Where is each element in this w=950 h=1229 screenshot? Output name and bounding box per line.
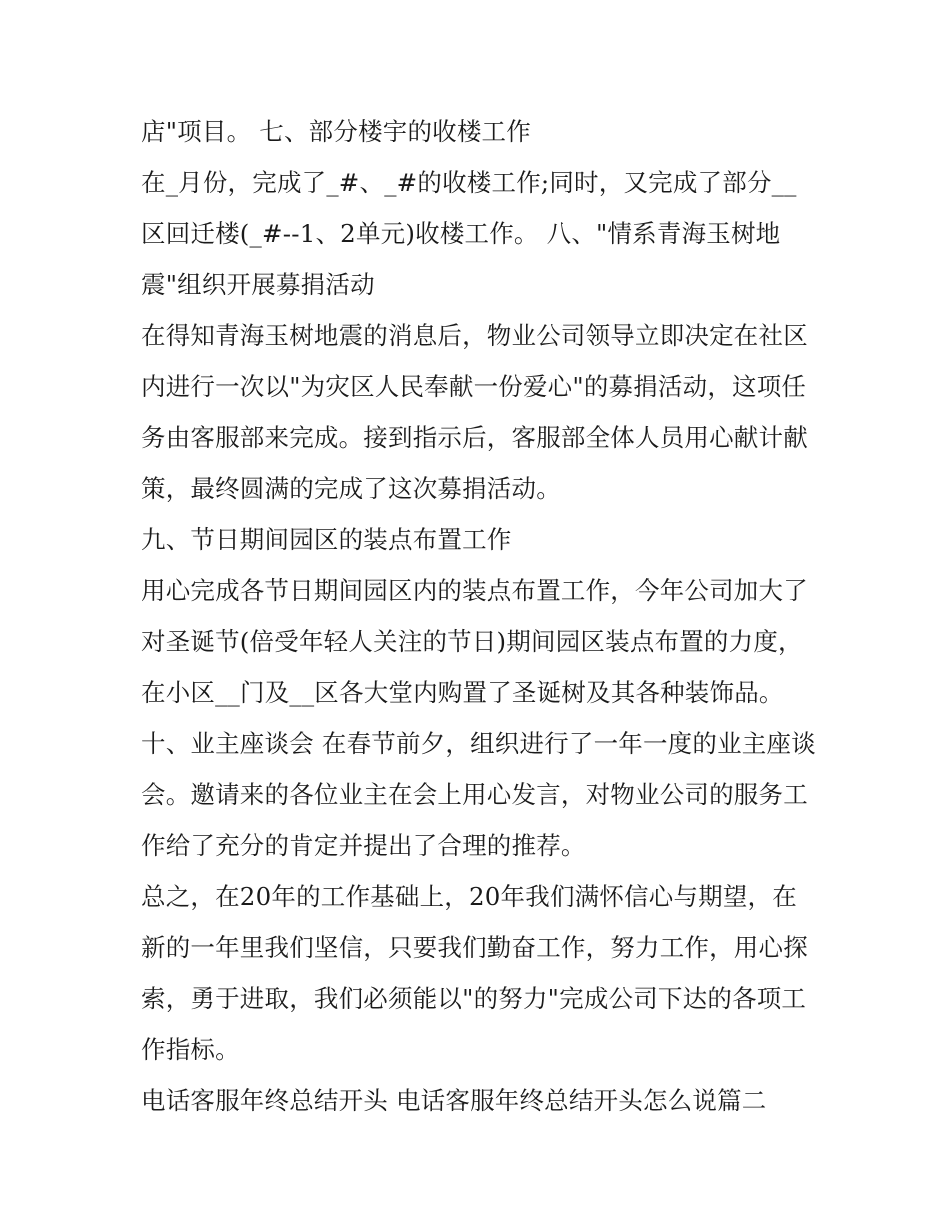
paragraph-5: 用心完成各节日期间园区内的装点布置工作，今年公司加大了对圣诞节(倍受年轻人关注的节日)期间园区装点布置的力度，在小区__门及__区各大堂内购置了圣诞树及其各种装饰品。	[141, 576, 808, 707]
document-body	[141, 106, 821, 1126]
paragraph-8: 电话客服年终总结开头 电话客服年终总结开头怎么说篇二	[141, 1086, 767, 1115]
paragraph-4: 九、节日期间园区的装点布置工作	[141, 525, 512, 554]
paragraph-6: 十、业主座谈会 在春节前夕，组织进行了一年一度的业主座谈会。邀请来的各位业主在会上用心发言，对物业公司的服务工作给了充分的肯定并提出了合理的推荐。	[141, 729, 816, 860]
paragraph-3: 在得知青海玉树地震的消息后，物业公司领导立即决定在社区内进行一次以"为灾区人民奉献一份爱心"的募捐活动，这项任务由客服部来完成。接到指示后，客服部全体人员用心献计献策，最终圆满的完成了这次募捐活动。	[141, 321, 808, 503]
paragraph-7: 总之，在20年的工作基础上，20年我们满怀信心与期望，在新的一年里我们坚信，只要我们勤奋工作，努力工作，用心探索，勇于进取，我们必须能以"的努力"完成公司下达的各项工作指标。	[141, 882, 808, 1064]
paragraph-1: 店"项目。 七、部分楼宇的收楼工作	[141, 117, 531, 146]
paragraph-2: 在_月份，完成了_#、_#的收楼工作;同时，又完成了部分__区回迁楼(_#--1、2单元)收楼工作。 八、"情系青海玉树地震"组织开展募捐活动	[141, 168, 797, 299]
